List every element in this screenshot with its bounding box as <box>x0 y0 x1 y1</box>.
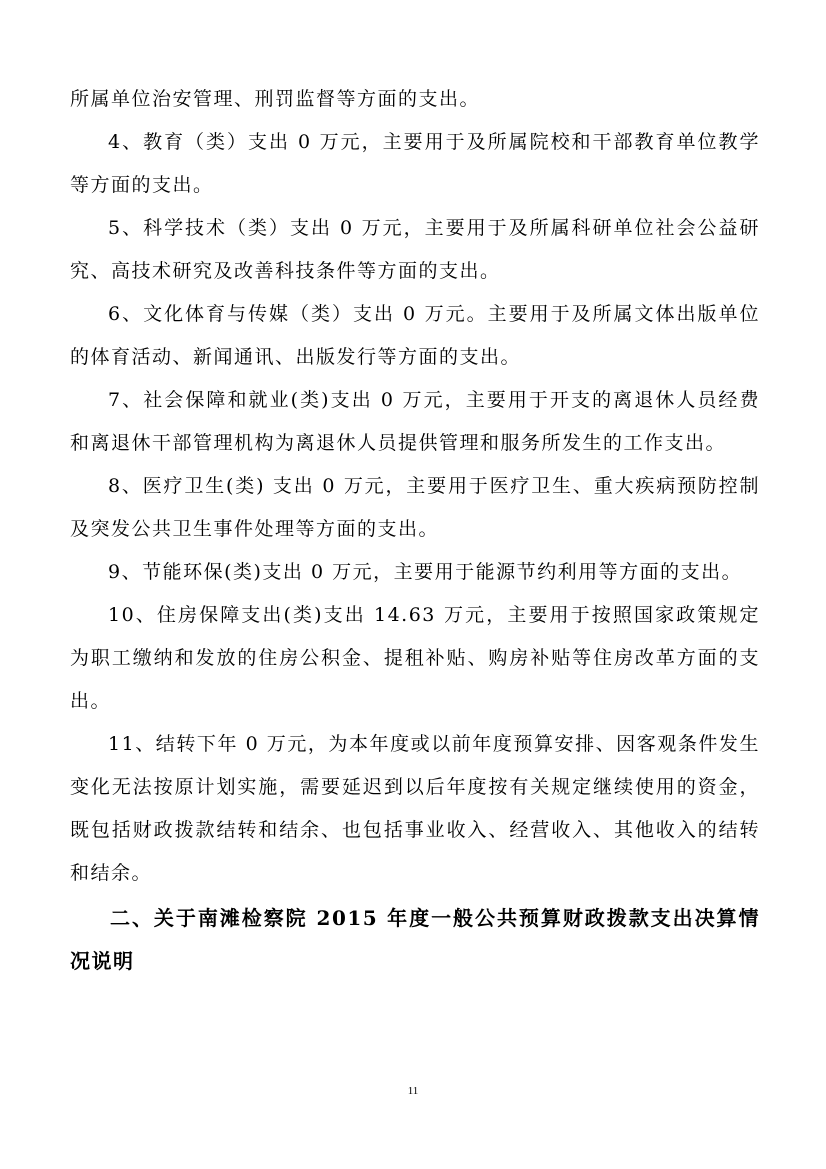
paragraph-social-security: 7、社会保障和就业(类)支出 0 万元，主要用于开支的离退休人员经费和离退休干部管理机构为离退休人员提供管理和服务所发生的工作支出。 <box>70 389 760 454</box>
page-number: 11 <box>407 1085 419 1097</box>
paragraph-health: 8、医疗卫生(类) 支出 0 万元，主要用于医疗卫生、重大疾病预防控制及突发公共卫生事件处理等方面的支出。 <box>70 475 760 540</box>
paragraph-housing: 10、住房保障支出(类)支出 14.63 万元，主要用于按照国家政策规定为职工缴纳和发放的住房公积金、提租补贴、购房补贴等住房改革方面的支出。 <box>70 604 760 712</box>
paragraph-science: 5、科学技术（类）支出 0 万元，主要用于及所属科研单位社会公益研究、高技术研究及改善科技条件等方面的支出。 <box>70 217 760 282</box>
paragraph-education: 4、教育（类）支出 0 万元，主要用于及所属院校和干部教育单位教学等方面的支出。 <box>70 131 760 196</box>
paragraph-carryover: 11、结转下年 0 万元，为本年度或以前年度预算安排、因客观条件发生变化无法按原计划实施，需要延迟到以后年度按有关规定继续使用的资金，既包括财政拨款结转和结余、也包括事业收入、经营收入、其他收入的结转和结余。 <box>70 733 760 884</box>
section-heading: 二、关于南滩检察院 2015 年度一般公共预算财政拨款支出决算情况说明 <box>70 906 760 973</box>
paragraph-culture: 6、文化体育与传媒（类）支出 0 万元。主要用于及所属文体出版单位的体育活动、新闻通讯、出版发行等方面的支出。 <box>70 303 760 368</box>
body-text <box>70 78 760 983</box>
paragraph-environment: 9、节能环保(类)支出 0 万元，主要用于能源节约利用等方面的支出。 <box>108 561 743 583</box>
paragraph-continuation: 所属单位治安管理、刑罚监督等方面的支出。 <box>70 88 481 110</box>
